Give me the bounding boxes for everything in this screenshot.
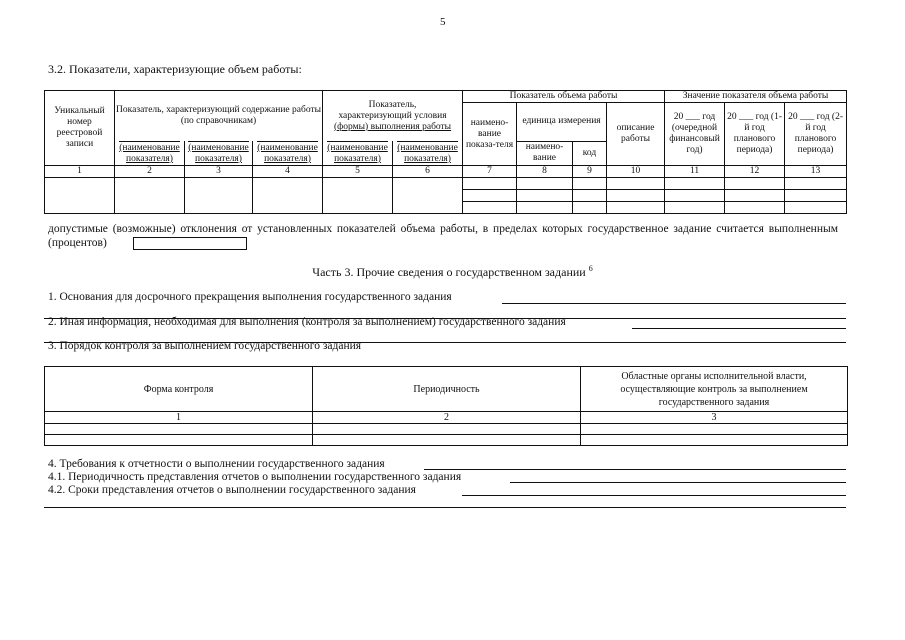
item4-2-fill-line-2[interactable]: [44, 507, 846, 508]
table-cell[interactable]: [463, 202, 517, 214]
table-cell[interactable]: [45, 424, 313, 435]
name-line2: показателя): [264, 154, 311, 164]
table-cell[interactable]: [725, 190, 785, 202]
header-volume-value: Значение показателя объема работы: [665, 91, 847, 103]
header-conditions-line2: характеризующий условия: [338, 110, 447, 121]
name-line2: показателя): [195, 154, 242, 164]
page-number: 5: [440, 16, 446, 28]
part3-title-text: Часть 3. Прочие сведения о государственном задании: [312, 265, 586, 279]
table-cell[interactable]: [665, 202, 725, 214]
col-number: 6: [393, 166, 463, 178]
col-number: 11: [665, 166, 725, 178]
col-number: 1: [45, 412, 313, 424]
table-cell[interactable]: [393, 178, 463, 214]
item4-1-fill-line[interactable]: [510, 482, 846, 483]
subheader-name-col6: [393, 141, 463, 166]
col-number: 5: [323, 166, 393, 178]
table-cell[interactable]: [607, 202, 665, 214]
table-cell[interactable]: [725, 178, 785, 190]
table-cell[interactable]: [665, 190, 725, 202]
name-line1: (наименование: [327, 143, 388, 153]
subheader-year3: 20 ___ год (2-й год планового периода): [785, 103, 847, 166]
table-cell[interactable]: [185, 178, 253, 214]
table-cell[interactable]: [665, 178, 725, 190]
header-control-form: Форма контроля: [45, 367, 313, 412]
table-cell[interactable]: [517, 190, 573, 202]
header-unique-number: Уникальный номер реестровой записи: [45, 91, 115, 166]
table-cell[interactable]: [463, 190, 517, 202]
name-line1: (наименование: [119, 143, 180, 153]
item4-fill-line[interactable]: [424, 469, 846, 470]
subheader-year2: 20 ___ год (1-й год планового периода): [725, 103, 785, 166]
col-number: 2: [313, 412, 581, 424]
table-cell[interactable]: [463, 178, 517, 190]
col-number: 10: [607, 166, 665, 178]
header-conditions-line1: Показатель,: [368, 99, 417, 110]
table-cell[interactable]: [725, 202, 785, 214]
item2-label: 2. Иная информация, необходимая для выполнения (контроля за выполнением) государственного задания: [48, 316, 566, 328]
item4-2-fill-line[interactable]: [462, 495, 846, 496]
deviation-paragraph: [48, 222, 838, 250]
section-title: 3.2. Показатели, характеризующие объем работы:: [48, 62, 302, 76]
deviation-text: допустимые (возможные) отклонения от установленных показателей объема работы, в пределах которых государственное задание считается выполненным (процентов): [48, 223, 838, 249]
col-number: 4: [253, 166, 323, 178]
part3-title: [0, 264, 905, 280]
subheader-name-col4: [253, 141, 323, 166]
name-line1: (наименование: [257, 143, 318, 153]
subheader-year1: 20 ___ год (очередной финансовый год): [665, 103, 725, 166]
header-volume-indicator: Показатель объема работы: [463, 91, 665, 103]
table-cell[interactable]: [607, 178, 665, 190]
subheader-indicator-name: наимено-вание показа-теля: [463, 103, 517, 166]
table-cell[interactable]: [313, 435, 581, 446]
control-table: [44, 366, 848, 446]
col-number: 12: [725, 166, 785, 178]
item1-fill-line[interactable]: [502, 303, 846, 304]
subheader-unit-name: наимено-вание: [517, 141, 573, 166]
item2-fill-line[interactable]: [632, 328, 846, 329]
name-line2: показателя): [404, 154, 451, 164]
col-number: 1: [45, 166, 115, 178]
item4-2-label: 4.2. Сроки представления отчетов о выполнении государственного задания: [48, 484, 416, 496]
table-cell[interactable]: [517, 178, 573, 190]
name-line2: показателя): [126, 154, 173, 164]
subheader-name-col3: [185, 141, 253, 166]
table-cell[interactable]: [785, 178, 847, 190]
item4-1-label: 4.1. Периодичность представления отчетов о выполнении государственного задания: [48, 471, 462, 483]
col-number: 7: [463, 166, 517, 178]
col-number: 2: [115, 166, 185, 178]
item1-label: 1. Основания для досрочного прекращения выполнения государственного задания: [48, 291, 452, 303]
header-authorities: Областные органы исполнительной власти, осуществляющие контроль за выполнением государственного задания: [581, 367, 848, 412]
table-cell[interactable]: [573, 190, 607, 202]
name-line2: показателя): [334, 154, 381, 164]
item3-label: 3. Порядок контроля за выполнением государственного задания: [48, 340, 362, 352]
col-number: 13: [785, 166, 847, 178]
table-cell[interactable]: [45, 178, 115, 214]
name-line1: (наименование: [188, 143, 249, 153]
item2-top-rule: [44, 318, 846, 319]
subheader-unit: единица измерения: [517, 103, 607, 142]
item4-label: 4. Требования к отчетности о выполнении государственного задания: [48, 458, 385, 470]
table-cell[interactable]: [253, 178, 323, 214]
header-content-indicator: Показатель, характеризующий содержание работы (по справочникам): [115, 91, 323, 142]
table-cell[interactable]: [45, 435, 313, 446]
subheader-name-col5: [323, 141, 393, 166]
table-cell[interactable]: [581, 424, 848, 435]
subheader-work-description: описание работы: [607, 103, 665, 166]
subheader-name-col2: [115, 141, 185, 166]
header-conditions-indicator: [323, 91, 463, 142]
col-number: 9: [573, 166, 607, 178]
deviation-percent-field[interactable]: [133, 237, 247, 250]
table-cell[interactable]: [607, 190, 665, 202]
table-cell[interactable]: [785, 202, 847, 214]
name-line1: (наименование: [397, 143, 458, 153]
subheader-code: код: [573, 141, 607, 166]
volume-indicators-table: [44, 90, 847, 214]
table-cell[interactable]: [313, 424, 581, 435]
col-number: 3: [185, 166, 253, 178]
table-cell[interactable]: [115, 178, 185, 214]
header-conditions-line3: (формы) выполнения работы: [333, 121, 452, 132]
header-periodicity: Периодичность: [313, 367, 581, 412]
table-cell[interactable]: [573, 178, 607, 190]
part3-footnote: 6: [588, 264, 593, 273]
item3-top-rule: [44, 342, 846, 343]
table-cell[interactable]: [573, 202, 607, 214]
table-cell[interactable]: [517, 202, 573, 214]
col-number: 8: [517, 166, 573, 178]
table-cell[interactable]: [323, 178, 393, 214]
col-number: 3: [581, 412, 848, 424]
table-cell[interactable]: [581, 435, 848, 446]
table-cell[interactable]: [785, 190, 847, 202]
